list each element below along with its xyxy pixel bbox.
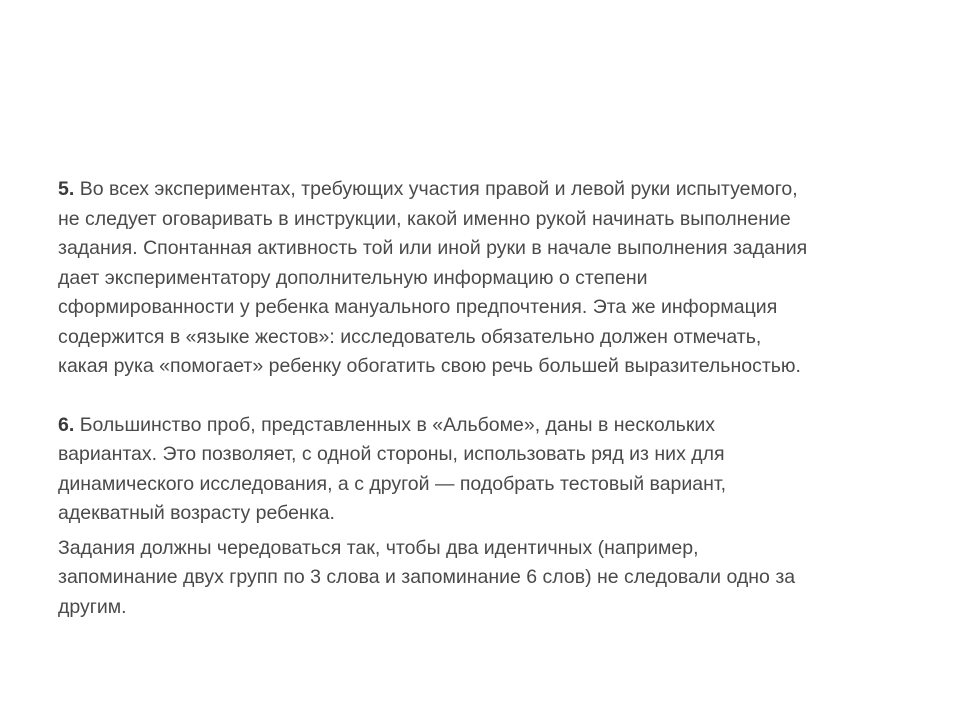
paragraph-6 [58,411,938,529]
paragraph-5-line-6: содержится в «языке жестов»: исследователь обязательно должен отмечать, [58,325,762,348]
paragraph-5-line-7: какая рука «помогает» ребенку обогатить свою речь большей выразительностью. [58,355,801,377]
paragraph-5-line-5: сформированности у ребенка мануального предпочтения. Эта же информация [58,296,778,318]
paragraph-note-line-2: запоминание двух групп по 3 слова и запоминание 6 слов) не следовали одно за [58,566,796,588]
paragraph-6-line-1 [58,411,938,441]
paragraph-note-line-3: другим. [58,595,127,618]
paragraph-note-line-1: Задания должны чередоваться так, чтобы два идентичных (например, [58,536,699,559]
paragraph-5-line-4: дает экспериментатору дополнительную информацию о степени [58,266,648,289]
paragraph-6-number: 6. [58,413,75,436]
paragraph-note [58,534,938,623]
paragraph-5-line-3: задания. Спонтанная активность той или иной руки в начале выполнения задания [58,237,808,259]
paragraph-6-line-4: адекватный возрасту ребенка. [58,502,335,524]
paragraph-5-number: 5. [58,178,75,200]
paragraph-5-line-2: не следует оговаривать в инструкции, какой именно рукой начинать выполнение [58,207,791,230]
paragraph-5-line-1 [58,175,938,205]
paragraph-5 [58,175,938,382]
paragraph-6-line-2: вариантах. Это позволяет, с одной стороны, использовать ряд из них для [58,443,725,465]
paragraph-6-line-1-text: Большинство проб, представленных в «Альбоме», даны в нескольких [79,413,715,436]
paragraph-6-line-3: динамического исследования, а с другой — подобрать тестовый вариант, [58,472,727,495]
paragraph-5-line-1-text: Во всех экспериментах, требующих участия правой и левой руки испытуемого, [79,178,798,200]
slide-body-text [58,175,938,622]
